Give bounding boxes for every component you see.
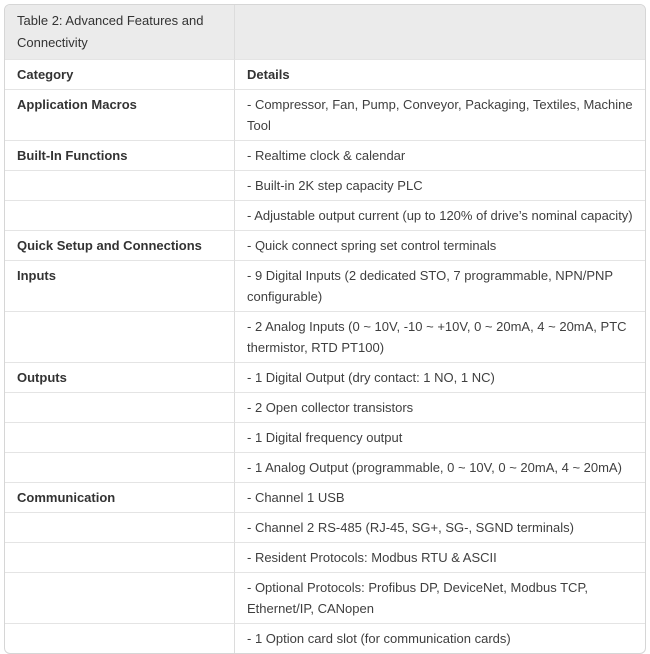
detail-cell: - 9 Digital Inputs (2 dedicated STO, 7 programmable, NPN/PNP configurable)	[234, 260, 645, 311]
category-cell	[5, 200, 234, 230]
detail-cell: - Channel 2 RS-485 (RJ-45, SG+, SG-, SGND terminals)	[234, 512, 645, 542]
table-row	[5, 362, 645, 392]
column-header-details: Details	[234, 59, 645, 89]
category-cell: Application Macros	[5, 89, 234, 140]
table-row	[5, 482, 645, 512]
table-row	[5, 260, 645, 311]
category-cell	[5, 422, 234, 452]
detail-cell: - Compressor, Fan, Pump, Conveyor, Packaging, Textiles, Machine Tool	[234, 89, 645, 140]
table-row	[5, 542, 645, 572]
table-title-spacer	[234, 5, 645, 59]
table-title: Table 2: Advanced Features and Connectivity	[5, 5, 234, 59]
category-cell	[5, 572, 234, 623]
table-row	[5, 623, 645, 653]
detail-cell: - 1 Digital Output (dry contact: 1 NO, 1 NC)	[234, 362, 645, 392]
table-row	[5, 392, 645, 422]
category-cell	[5, 392, 234, 422]
detail-cell: - Quick connect spring set control terminals	[234, 230, 645, 260]
spec-table	[5, 5, 645, 653]
column-header-category: Category	[5, 59, 234, 89]
table-row	[5, 572, 645, 623]
detail-cell: - 2 Open collector transistors	[234, 392, 645, 422]
detail-cell: - Adjustable output current (up to 120% of drive’s nominal capacity)	[234, 200, 645, 230]
table-row	[5, 200, 645, 230]
category-cell	[5, 170, 234, 200]
table-row	[5, 230, 645, 260]
table-header-row	[5, 59, 645, 89]
detail-cell: - 1 Digital frequency output	[234, 422, 645, 452]
spec-table-container	[4, 4, 646, 654]
table-row	[5, 140, 645, 170]
detail-cell: - Built-in 2K step capacity PLC	[234, 170, 645, 200]
table-title-row	[5, 5, 645, 59]
category-cell	[5, 623, 234, 653]
category-cell	[5, 311, 234, 362]
detail-cell: - Resident Protocols: Modbus RTU & ASCII	[234, 542, 645, 572]
category-cell: Communication	[5, 482, 234, 512]
table-row	[5, 422, 645, 452]
table-row	[5, 311, 645, 362]
table-row	[5, 452, 645, 482]
category-cell: Outputs	[5, 362, 234, 392]
category-cell: Quick Setup and Connections	[5, 230, 234, 260]
category-cell	[5, 452, 234, 482]
table-row	[5, 512, 645, 542]
table-row	[5, 170, 645, 200]
detail-cell: - 1 Option card slot (for communication cards)	[234, 623, 645, 653]
detail-cell: - Optional Protocols: Profibus DP, DeviceNet, Modbus TCP, Ethernet/IP, CANopen	[234, 572, 645, 623]
category-cell: Inputs	[5, 260, 234, 311]
detail-cell: - Channel 1 USB	[234, 482, 645, 512]
table-row	[5, 89, 645, 140]
category-cell: Built-In Functions	[5, 140, 234, 170]
category-cell	[5, 512, 234, 542]
detail-cell: - 1 Analog Output (programmable, 0 ~ 10V, 0 ~ 20mA, 4 ~ 20mA)	[234, 452, 645, 482]
category-cell	[5, 542, 234, 572]
detail-cell: - 2 Analog Inputs (0 ~ 10V, -10 ~ +10V, 0 ~ 20mA, 4 ~ 20mA, PTC thermistor, RTD PT100)	[234, 311, 645, 362]
detail-cell: - Realtime clock & calendar	[234, 140, 645, 170]
